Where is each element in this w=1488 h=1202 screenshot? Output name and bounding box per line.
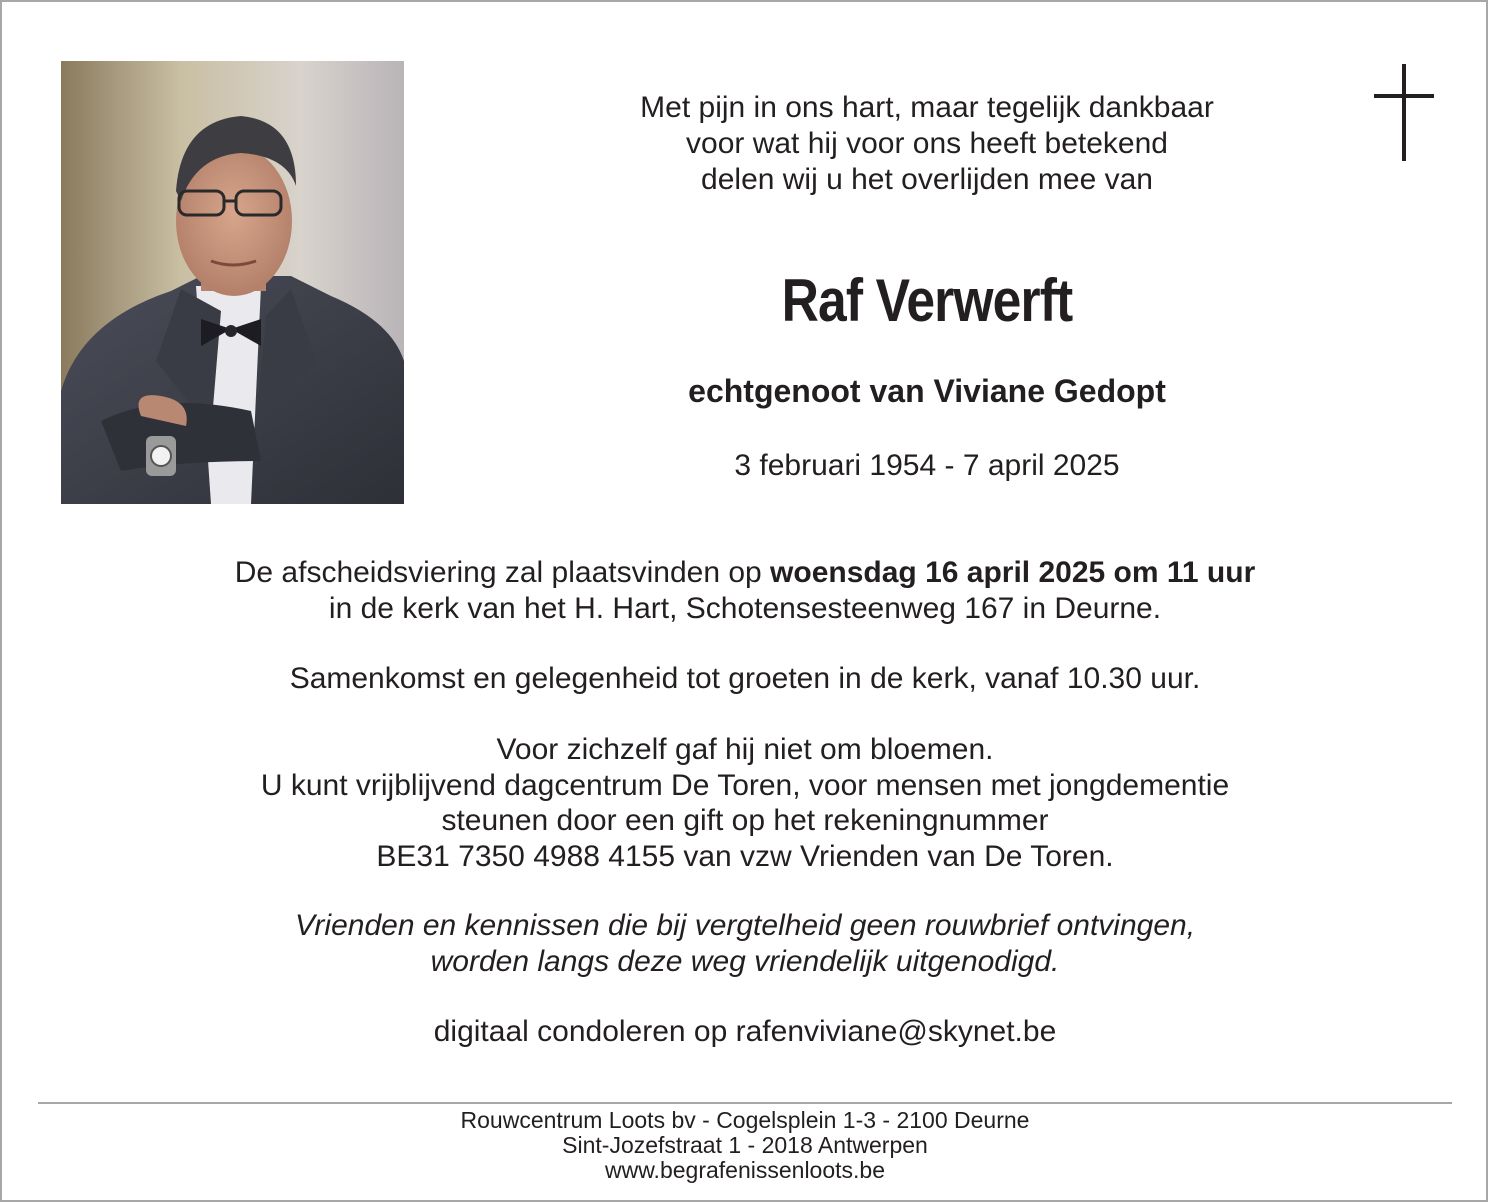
flowers-line-3: steunen door een gift op het rekeningnummer — [441, 804, 1049, 837]
footer-divider — [38, 1102, 1452, 1104]
deceased-name: Raf Verwerft — [781, 267, 1073, 334]
spouse-line: echtgenoot van Viviane Gedopt — [688, 373, 1166, 409]
intro-line-2: voor wat hij voor ons heeft betekend — [686, 127, 1168, 160]
invite-line-2: worden langs deze weg vriendelijk uitgenodigd. — [430, 944, 1060, 978]
life-dates: 3 februari 1954 - 7 april 2025 — [734, 449, 1120, 482]
ceremony-info — [62, 555, 1428, 626]
invitation-note — [62, 908, 1428, 979]
condolence-info: digitaal condoleren op rafenviviane@skynet.be — [433, 1015, 1057, 1048]
cross-icon — [1374, 64, 1434, 161]
footer-website: www.begrafenissenloots.be — [605, 1157, 885, 1183]
ceremony-location: in de kerk van het H. Hart, Schotensesteenweg 167 in Deurne. — [328, 591, 1162, 625]
ceremony-prefix: De afscheidsviering zal plaatsvinden op — [234, 556, 771, 589]
flowers-line-2: U kunt vrijblijvend dagcentrum De Toren, voor mensen met jongdementie — [260, 768, 1230, 802]
flowers-line-4: BE31 7350 4988 4155 van vzw Vrienden van De Toren. — [376, 839, 1114, 873]
invite-line-1: Vrienden en kennissen die bij vergtelheid geen rouwbrief ontvingen, — [294, 909, 1196, 942]
intro-text — [562, 90, 1292, 198]
flowers-donation-info — [62, 732, 1428, 874]
gathering-info: Samenkomst en gelegenheid tot groeten in de kerk, vanaf 10.30 uur. — [289, 662, 1201, 695]
portrait-photo — [61, 61, 404, 504]
ceremony-datetime: woensdag 16 april 2025 om 11 uur — [770, 556, 1256, 589]
intro-line-1: Met pijn in ons hart, maar tegelijk dankbaar — [640, 91, 1214, 124]
footer-line-2: Sint-Jozefstraat 1 - 2018 Antwerpen — [562, 1132, 928, 1158]
flowers-line-1: Voor zichzelf gaf hij niet om bloemen. — [496, 733, 994, 766]
ceremony-line-1 — [62, 555, 1428, 591]
footer-line-1: Rouwcentrum Loots bv - Cogelsplein 1-3 - 2100 Deurne — [460, 1107, 1030, 1133]
intro-line-3: delen wij u het overlijden mee van — [701, 163, 1153, 196]
funeral-home-footer — [62, 1108, 1428, 1183]
